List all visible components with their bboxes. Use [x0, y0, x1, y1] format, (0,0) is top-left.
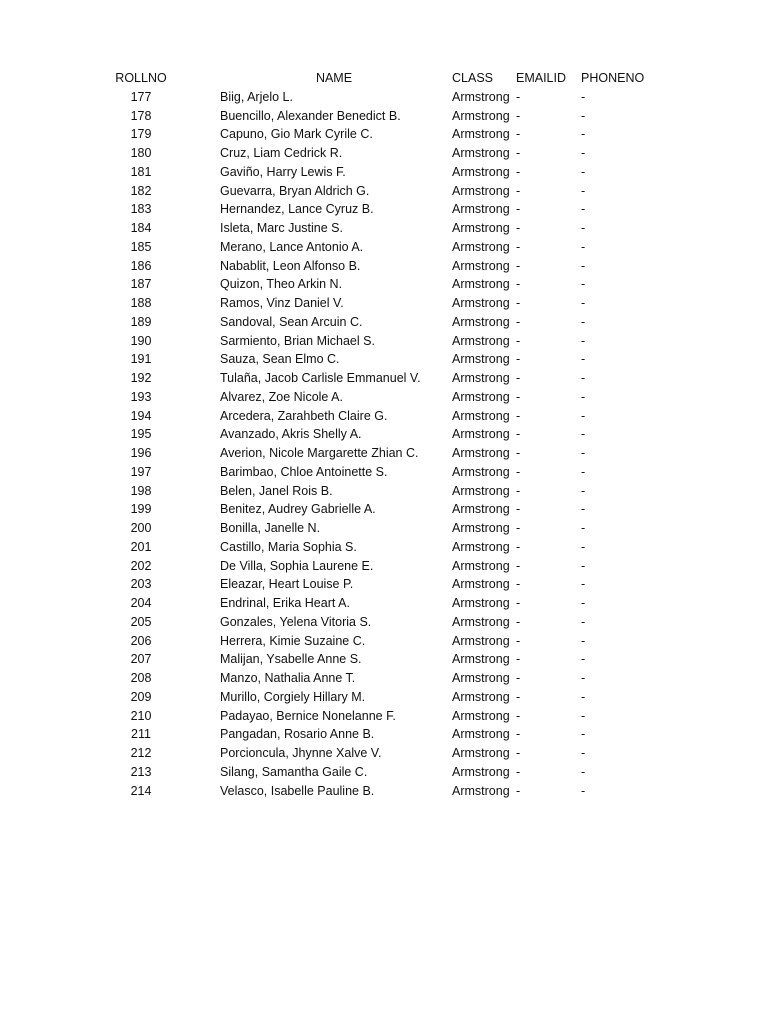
- table-row: [0, 275, 768, 294]
- table-row: [0, 163, 768, 182]
- cell-emailid: -: [516, 633, 521, 648]
- cell-emailid: -: [516, 689, 521, 704]
- cell-rollno: 209: [130, 689, 152, 704]
- cell-emailid: -: [516, 727, 521, 742]
- cell-class: Armstrong: [452, 783, 510, 798]
- cell-rollno: 183: [130, 202, 152, 217]
- cell-emailid: -: [516, 108, 521, 123]
- cell-class: Armstrong: [452, 202, 510, 217]
- cell-name: Hernandez, Lance Cyruz B.: [220, 202, 374, 217]
- cell-name: Arcedera, Zarahbeth Claire G.: [220, 408, 388, 423]
- cell-name: Murillo, Corgiely Hillary M.: [220, 689, 366, 704]
- cell-class: Armstrong: [452, 239, 510, 254]
- cell-class: Armstrong: [452, 164, 510, 179]
- cell-phoneno: -: [581, 221, 586, 235]
- cell-class: Armstrong: [452, 408, 510, 423]
- cell-class: Armstrong: [452, 764, 510, 779]
- header-name: NAME: [315, 71, 353, 85]
- cell-emailid: -: [516, 333, 521, 348]
- cell-phoneno: -: [581, 446, 586, 460]
- cell-rollno: 202: [130, 558, 152, 573]
- cell-class: Armstrong: [452, 708, 510, 723]
- table-row: [0, 632, 768, 651]
- table-row: [0, 388, 768, 407]
- cell-rollno: 192: [130, 371, 152, 385]
- cell-rollno: 207: [130, 652, 152, 667]
- cell-emailid: -: [516, 296, 521, 310]
- cell-emailid: -: [516, 746, 521, 760]
- roster-rows: [0, 88, 768, 801]
- cell-rollno: 198: [130, 483, 152, 498]
- cell-rollno: 177: [130, 89, 152, 104]
- cell-name: Cruz, Liam Cedrick R.: [220, 146, 343, 160]
- cell-emailid: -: [516, 277, 521, 292]
- table-row: [0, 519, 768, 538]
- table-row: [0, 107, 768, 126]
- cell-rollno: 204: [130, 596, 152, 610]
- table-row: [0, 557, 768, 576]
- cell-emailid: -: [516, 483, 521, 498]
- table-row: [0, 725, 768, 744]
- cell-rollno: 208: [130, 671, 152, 685]
- cell-class: Armstrong: [452, 221, 510, 235]
- cell-class: Armstrong: [452, 371, 510, 385]
- cell-phoneno: -: [581, 314, 586, 329]
- table-row: [0, 294, 768, 313]
- cell-emailid: -: [516, 408, 521, 423]
- cell-class: Armstrong: [452, 333, 510, 348]
- cell-class: Armstrong: [452, 689, 510, 704]
- cell-rollno: 211: [131, 727, 151, 742]
- cell-class: Armstrong: [452, 127, 510, 142]
- cell-phoneno: -: [581, 539, 586, 554]
- cell-class: Armstrong: [452, 502, 510, 517]
- cell-name: Guevarra, Bryan Aldrich G.: [220, 183, 370, 198]
- cell-phoneno: -: [581, 89, 586, 104]
- table-row: [0, 350, 768, 369]
- header-phoneno: PHONENO: [581, 71, 645, 85]
- table-row: [0, 257, 768, 276]
- cell-rollno: 194: [130, 408, 152, 423]
- cell-phoneno: -: [581, 746, 586, 760]
- table-row: [0, 482, 768, 501]
- cell-phoneno: -: [581, 333, 586, 348]
- cell-emailid: -: [516, 464, 521, 479]
- cell-rollno: 200: [130, 521, 152, 535]
- cell-rollno: 188: [130, 296, 152, 310]
- table-row: [0, 763, 768, 782]
- cell-class: Armstrong: [452, 296, 510, 310]
- cell-emailid: -: [516, 446, 521, 460]
- cell-name: Castillo, Maria Sophia S.: [220, 539, 357, 554]
- table-row: [0, 707, 768, 726]
- cell-phoneno: -: [581, 371, 586, 385]
- table-row: [0, 613, 768, 632]
- cell-class: Armstrong: [452, 314, 510, 329]
- cell-emailid: -: [516, 164, 521, 179]
- cell-rollno: 189: [130, 314, 152, 329]
- cell-phoneno: -: [581, 708, 586, 723]
- cell-rollno: 180: [130, 146, 152, 160]
- cell-class: Armstrong: [452, 633, 510, 648]
- table-row: [0, 144, 768, 163]
- cell-rollno: 191: [130, 352, 152, 367]
- cell-emailid: -: [516, 671, 521, 685]
- table-row: [0, 463, 768, 482]
- cell-rollno: 203: [130, 577, 152, 592]
- cell-class: Armstrong: [452, 464, 510, 479]
- cell-emailid: -: [516, 258, 521, 273]
- table-row: [0, 538, 768, 557]
- cell-class: Armstrong: [452, 521, 510, 535]
- cell-name: Isleta, Marc Justine S.: [220, 221, 343, 235]
- table-row: [0, 688, 768, 707]
- cell-phoneno: -: [581, 727, 586, 742]
- cell-name: Pangadan, Rosario Anne B.: [220, 727, 375, 742]
- table-row: [0, 125, 768, 144]
- cell-class: Armstrong: [452, 614, 510, 629]
- cell-class: Armstrong: [452, 427, 510, 442]
- cell-emailid: -: [516, 539, 521, 554]
- student-roster-sheet: [0, 69, 768, 800]
- cell-name: Eleazar, Heart Louise P.: [220, 577, 354, 592]
- table-row: [0, 238, 768, 257]
- cell-class: Armstrong: [452, 183, 510, 198]
- cell-emailid: -: [516, 202, 521, 217]
- cell-class: Armstrong: [452, 671, 510, 685]
- cell-rollno: 190: [130, 333, 152, 348]
- cell-name: Gonzales, Yelena Vitoria S.: [220, 614, 372, 629]
- header-row: [0, 69, 768, 88]
- cell-name: Belen, Janel Rois B.: [220, 483, 333, 498]
- table-row: [0, 332, 768, 351]
- cell-rollno: 196: [130, 446, 152, 460]
- cell-phoneno: -: [581, 296, 586, 310]
- table-row: [0, 500, 768, 519]
- cell-class: Armstrong: [452, 258, 510, 273]
- cell-phoneno: -: [581, 146, 586, 160]
- table-row: [0, 425, 768, 444]
- table-row: [0, 182, 768, 201]
- cell-rollno: 179: [130, 127, 152, 142]
- table-row: [0, 313, 768, 332]
- cell-phoneno: -: [581, 202, 586, 217]
- cell-name: Bonilla, Janelle N.: [220, 521, 321, 535]
- cell-phoneno: -: [581, 239, 586, 254]
- cell-rollno: 212: [130, 746, 152, 760]
- cell-class: Armstrong: [452, 558, 510, 573]
- cell-emailid: -: [516, 352, 521, 367]
- cell-rollno: 213: [130, 764, 152, 779]
- cell-phoneno: -: [581, 127, 586, 142]
- cell-emailid: -: [516, 427, 521, 442]
- cell-phoneno: -: [581, 633, 586, 648]
- cell-rollno: 201: [130, 539, 152, 554]
- cell-class: Armstrong: [452, 352, 510, 367]
- cell-rollno: 178: [130, 108, 152, 123]
- cell-emailid: -: [516, 596, 521, 610]
- table-row: [0, 407, 768, 426]
- cell-class: Armstrong: [452, 277, 510, 292]
- cell-emailid: -: [516, 783, 521, 798]
- table-row: [0, 594, 768, 613]
- cell-name: Biig, Arjelo L.: [220, 89, 293, 104]
- cell-name: Endrinal, Erika Heart A.: [220, 596, 350, 610]
- cell-phoneno: -: [581, 596, 586, 610]
- cell-name: Avanzado, Akris Shelly A.: [220, 427, 362, 442]
- cell-phoneno: -: [581, 427, 586, 442]
- cell-phoneno: -: [581, 108, 586, 123]
- cell-class: Armstrong: [452, 89, 510, 104]
- cell-rollno: 182: [130, 183, 152, 198]
- cell-rollno: 206: [130, 633, 152, 648]
- cell-emailid: -: [516, 239, 521, 254]
- cell-emailid: -: [516, 652, 521, 667]
- cell-class: Armstrong: [452, 146, 510, 160]
- cell-phoneno: -: [581, 464, 586, 479]
- cell-name: Buencillo, Alexander Benedict B.: [220, 108, 401, 123]
- cell-phoneno: -: [581, 352, 586, 367]
- cell-emailid: -: [516, 708, 521, 723]
- header-rollno: ROLLNO: [115, 71, 167, 85]
- cell-name: Sandoval, Sean Arcuin C.: [220, 314, 363, 329]
- cell-emailid: -: [516, 221, 521, 235]
- cell-name: Benitez, Audrey Gabrielle A.: [220, 502, 376, 517]
- cell-emailid: -: [516, 127, 521, 142]
- cell-rollno: 214: [130, 783, 152, 798]
- cell-emailid: -: [516, 577, 521, 592]
- cell-rollno: 185: [130, 239, 152, 254]
- cell-name: Sauza, Sean Elmo C.: [220, 352, 340, 367]
- cell-name: Ramos, Vinz Daniel V.: [220, 296, 344, 310]
- cell-name: Merano, Lance Antonio A.: [220, 239, 364, 254]
- cell-rollno: 195: [130, 427, 152, 442]
- cell-rollno: 210: [130, 708, 152, 723]
- header-class: CLASS: [452, 71, 493, 85]
- cell-name: Silang, Samantha Gaile C.: [220, 764, 368, 779]
- cell-rollno: 187: [130, 277, 152, 292]
- table-row: [0, 782, 768, 801]
- cell-name: Malijan, Ysabelle Anne S.: [220, 652, 362, 667]
- cell-class: Armstrong: [452, 746, 510, 760]
- cell-emailid: -: [516, 521, 521, 535]
- cell-emailid: -: [516, 183, 521, 198]
- table-row: [0, 200, 768, 219]
- table-row: [0, 744, 768, 763]
- cell-rollno: 197: [130, 464, 152, 479]
- cell-phoneno: -: [581, 783, 586, 798]
- table-row: [0, 444, 768, 463]
- cell-name: Padayao, Bernice Nonelanne F.: [220, 708, 396, 723]
- cell-phoneno: -: [581, 408, 586, 423]
- cell-name: Tulaña, Jacob Carlisle Emmanuel V.: [220, 371, 421, 385]
- cell-rollno: 193: [130, 389, 152, 404]
- cell-emailid: -: [516, 764, 521, 779]
- cell-phoneno: -: [581, 258, 586, 273]
- table-row: [0, 88, 768, 107]
- cell-emailid: -: [516, 558, 521, 573]
- cell-rollno: 184: [130, 221, 152, 235]
- cell-name: Manzo, Nathalia Anne T.: [220, 671, 356, 685]
- header-emailid: EMAILID: [516, 71, 567, 85]
- cell-phoneno: -: [581, 164, 586, 179]
- cell-class: Armstrong: [452, 539, 510, 554]
- cell-phoneno: -: [581, 671, 586, 685]
- cell-name: Nabablit, Leon Alfonso B.: [220, 258, 361, 273]
- cell-name: Capuno, Gio Mark Cyrile C.: [220, 127, 373, 142]
- cell-name: De Villa, Sophia Laurene E.: [220, 558, 374, 573]
- cell-phoneno: -: [581, 577, 586, 592]
- cell-emailid: -: [516, 502, 521, 517]
- cell-name: Barimbao, Chloe Antoinette S.: [220, 464, 388, 479]
- cell-class: Armstrong: [452, 389, 510, 404]
- table-row: [0, 669, 768, 688]
- cell-rollno: 199: [130, 502, 152, 517]
- cell-phoneno: -: [581, 483, 586, 498]
- cell-class: Armstrong: [452, 577, 510, 592]
- cell-phoneno: -: [581, 389, 586, 404]
- cell-name: Herrera, Kimie Suzaine C.: [220, 633, 366, 648]
- cell-class: Armstrong: [452, 446, 510, 460]
- cell-phoneno: -: [581, 277, 586, 292]
- cell-rollno: 186: [130, 258, 152, 273]
- cell-name: Alvarez, Zoe Nicole A.: [220, 389, 343, 404]
- cell-emailid: -: [516, 614, 521, 629]
- cell-name: Porcioncula, Jhynne Xalve V.: [220, 746, 382, 760]
- cell-emailid: -: [516, 314, 521, 329]
- cell-phoneno: -: [581, 764, 586, 779]
- cell-emailid: -: [516, 371, 521, 385]
- cell-emailid: -: [516, 146, 521, 160]
- table-row: [0, 650, 768, 669]
- cell-name: Velasco, Isabelle Pauline B.: [220, 783, 375, 798]
- cell-phoneno: -: [581, 183, 586, 198]
- cell-phoneno: -: [581, 502, 586, 517]
- table-row: [0, 369, 768, 388]
- cell-class: Armstrong: [452, 652, 510, 667]
- cell-phoneno: -: [581, 558, 586, 573]
- cell-phoneno: -: [581, 521, 586, 535]
- table-row: [0, 575, 768, 594]
- cell-name: Sarmiento, Brian Michael S.: [220, 333, 375, 348]
- cell-name: Gaviño, Harry Lewis F.: [220, 164, 346, 179]
- cell-name: Quizon, Theo Arkin N.: [220, 277, 343, 292]
- cell-class: Armstrong: [452, 596, 510, 610]
- table-row: [0, 219, 768, 238]
- cell-emailid: -: [516, 389, 521, 404]
- cell-class: Armstrong: [452, 108, 510, 123]
- cell-rollno: 181: [130, 164, 152, 179]
- cell-phoneno: -: [581, 652, 586, 667]
- cell-class: Armstrong: [452, 727, 510, 742]
- cell-name: Averion, Nicole Margarette Zhian C.: [220, 446, 419, 460]
- cell-phoneno: -: [581, 614, 586, 629]
- cell-class: Armstrong: [452, 483, 510, 498]
- cell-emailid: -: [516, 89, 521, 104]
- cell-phoneno: -: [581, 689, 586, 704]
- cell-rollno: 205: [130, 614, 152, 629]
